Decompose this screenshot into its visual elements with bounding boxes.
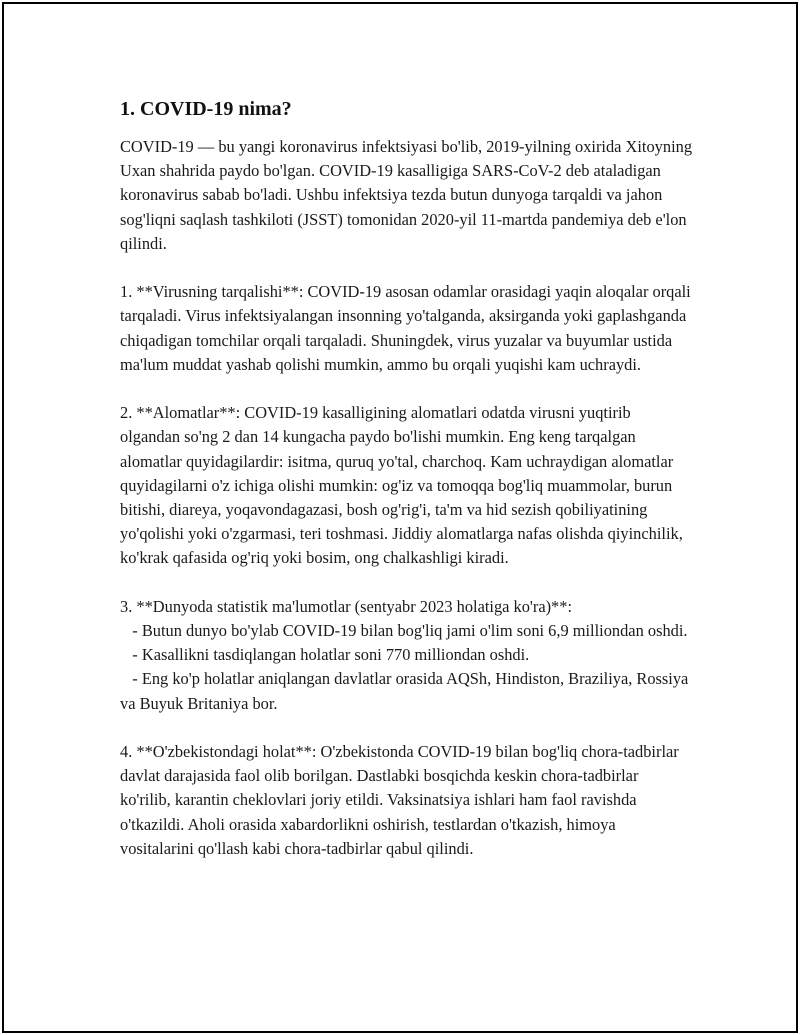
document-heading: 1. COVID-19 nima?	[120, 98, 292, 120]
intro-paragraph: COVID-19 — bu yangi koronavirus infektsiyasi bo'lib, 2019-yilning oxirida Xitoyning Uxan shahrida paydo bo'lgan. COVID-19 kasalligiga SARS-CoV-2 deb ataladigan koronavirus sabab bo'ladi. Ushbu infektsiya tezda butun dunyoga tarqaldi va jahon sog'liqni saqlash tashkiloti (JSST) tomonidan 2020-yil 11-martda pandemiya deb e'lon qilindi.	[120, 137, 697, 253]
statistics-item-cases: - Kasallikni tasdiqlangan holatlar soni 770 milliondan oshdi.	[120, 645, 530, 665]
statistics-item-countries: - Eng ko'p holatlar aniqlangan davlatlar orasida AQSh, Hindiston, Braziliya, Rossiya va Buyuk Britaniya bor.	[120, 669, 693, 713]
section-spread-paragraph: 1. **Virusning tarqalishi**: COVID-19 asosan odamlar orasidagi yaqin aloqalar orqali tarqaladi. Virus infektsiyalangan insonning yo'talganda, aksirganda yoki gaplashganda chiqadigan tomchilar orqali tarqaladi. Shuningdek, virus yuzalar va buyumlar ustida ma'lum muddat yashab qolishi mumkin, ammo bu orqali yuqishi kam uchraydi.	[120, 282, 695, 374]
section-statistics-title: 3. **Dunyoda statistik ma'lumotlar (sentyabr 2023 holatiga ko'ra)**:	[120, 596, 573, 616]
statistics-item-deaths: - Butun dunyo bo'ylab COVID-19 bilan bog'liq jami o'lim soni 6,9 milliondan oshdi.	[120, 621, 688, 641]
section-uzbekistan-paragraph: 4. **O'zbekistondagi holat**: O'zbekistonda COVID-19 bilan bog'liq chora-tadbirlar davlat darajasida faol olib borilgan. Dastlabki bosqichda keskin chora-tadbirlar ko'rilib, karantin cheklovlari joriy etildi. Vaksinatsiya ishlari ham faol ravishda o'tkazildi. Aholi orasida xabardorlikni oshirish, testlardan o'tkazish, himoya vositalarini qo'llash kabi chora-tadbirlar qabul qilindi.	[120, 742, 683, 858]
paragraph-gap	[120, 571, 692, 595]
page-border	[2, 2, 798, 1033]
section-symptoms-paragraph: 2. **Alomatlar**: COVID-19 kasalligining alomatlari odatda virusni yuqtirib olgandan so'ng 2 dan 14 kungacha paydo bo'lishi mumkin. Eng keng tarqalgan alomatlar quyidagilardir: isitma, quruq yo'tal, charchoq. Kam uchraydigan alomatlar quyidagilarni o'z ichiga olishi mumkin: og'iz va tomoqqa bog'liq muammolar, burun bitishi, diareya, yoqavondagazasi, bosh og'rig'i, ta'm va hid sezish qobiliyatining yo'qolishi yoki o'zgarmasi, teri toshmasi. Jiddiy alomatlarga nafas olishda qiyinchilik, ko'krak qafasida og'riq yoki bosim, ong chalkashligi kiradi.	[120, 403, 687, 568]
paragraph-gap	[120, 377, 692, 401]
paragraph-gap	[120, 256, 692, 280]
document-body	[120, 94, 697, 861]
paragraph-gap	[120, 716, 692, 740]
